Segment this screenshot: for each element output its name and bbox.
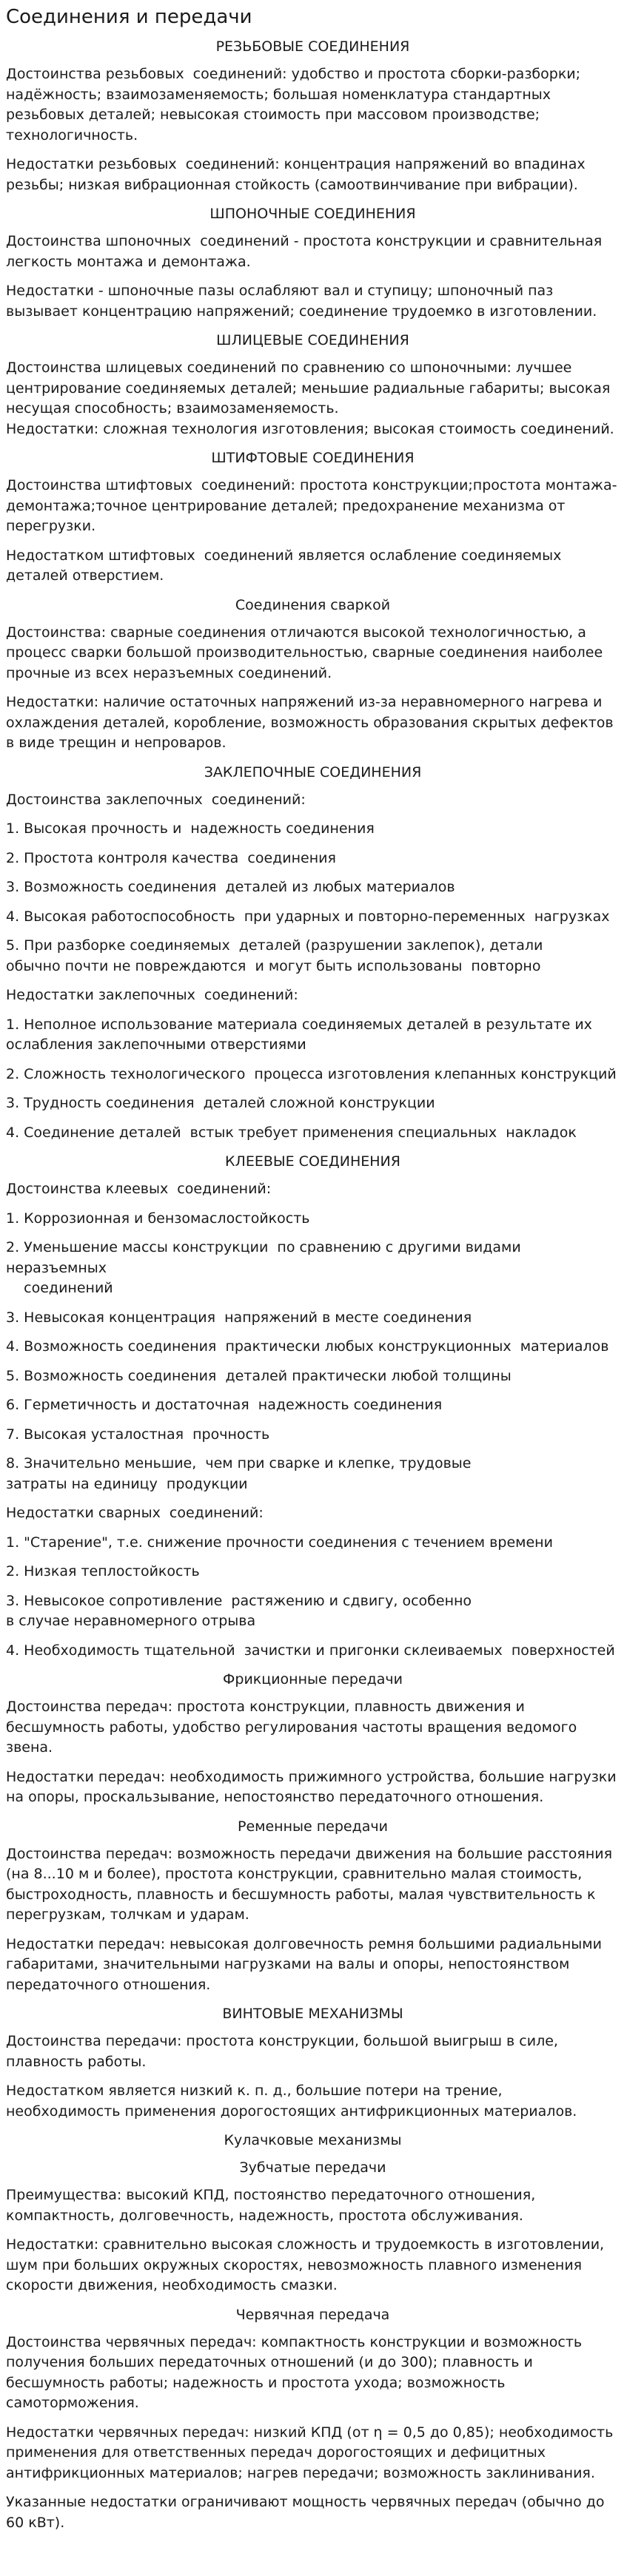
section-paragraph: 4. Возможность соединения практически любых конструкционных материалов xyxy=(6,1338,609,1355)
section-paragraph: 1. Неполное использование материала соединяемых деталей в результате их ослабления заклепочными отверстиями xyxy=(6,1016,597,1053)
document-section xyxy=(6,1817,620,1996)
document-section xyxy=(6,448,620,587)
document-section xyxy=(6,763,620,1144)
section-paragraph: Недостатки передач: необходимость прижимного устройства, большие нагрузки на опоры, проскальзывание, непостоянство передаточного отношения. xyxy=(6,1768,621,1805)
section-heading: Соединения сваркой xyxy=(235,596,391,613)
section-heading: Червячная передача xyxy=(235,2306,390,2323)
document-section xyxy=(6,2131,620,2151)
section-paragraph: Указанные недостатки ограничивают мощность червячных передач (обычно до 60 кВт). xyxy=(6,2494,609,2531)
section-paragraph: 4. Высокая работоспособность при ударных и повторно-переменных нагрузках xyxy=(6,908,610,925)
section-heading: Ременные передачи xyxy=(238,1818,388,1835)
section-paragraph: 3. Возможность соединения деталей из любых материалов xyxy=(6,879,455,895)
section-paragraph: Достоинства передач: возможность передачи движения на большие расстояния (на 8...10 м и более), простота конструкции, сравнительно малая стоимость, быстроходность, плавность и бесшумность работы, малая чувствительность к перегрузкам, толчкам и ударам. xyxy=(6,1845,617,1923)
section-paragraph: Достоинства передачи: простота конструкции, большой выигрыш в силе, плавность работы. xyxy=(6,2033,563,2070)
section-paragraph: Преимущества: высокий КПД, постоянство передаточного отношения, компактность, долговечность, надежность, простота обслуживания. xyxy=(6,2187,540,2224)
section-paragraph: Недостатки: наличие остаточных напряжений из-за неравномерного нагрева и охлаждения деталей, коробление, возможность образования скрытых дефектов в виде трещин и непроваров. xyxy=(6,694,618,751)
section-paragraph: Достоинства червячных передач: компактность конструкции и возможность получения больших передаточных отношений (и до 300); плавность и бесшумность работы; надежность и простота ухода; возможность самоторможения. xyxy=(6,2333,587,2411)
section-paragraph: Недостатки передач: невысокая долговечность ремня большими радиальными габаритами, значительными нагрузками на валы и опоры, непостоянством передаточного отношения. xyxy=(6,1935,606,1993)
section-paragraph: Недостатки - шпоночные пазы ослабляют вал и ступицу; шпоночный паз вызывает концентрацию напряжений; соединение трудоемко в изготовлении. xyxy=(6,283,597,320)
section-paragraph: 7. Высокая усталостная прочность xyxy=(6,1426,270,1443)
section-paragraph: Недостатком является низкий к. п. д., большие потери на трение, необходимость применения дорогостоящих антифрикционных материалов. xyxy=(6,2083,577,2120)
section-paragraph: 3. Невысокая концентрация напряжений в месте соединения xyxy=(6,1309,472,1326)
section-heading: ШЛИЦЕВЫЕ СОЕДИНЕНИЯ xyxy=(216,332,409,348)
section-paragraph: Достоинства клеевых соединений: xyxy=(6,1181,272,1197)
section-paragraph: Достоинства шпоночных соединений - простота конструкции и сравнительная легкость монтажа и демонтажа. xyxy=(6,233,607,270)
section-heading: ВИНТОВЫЕ МЕХАНИЗМЫ xyxy=(222,2006,403,2022)
section-paragraph: 6. Герметичность и достаточная надежность соединения xyxy=(6,1397,443,1413)
section-paragraph: Достоинства резьбовых соединений: удобство и простота сборки-разборки; надёжность; взаимозаменяемость; большая номенклатура стандартных резьбовых деталей; невысокая стоимость при массовом производстве; технологичность. xyxy=(6,66,586,144)
section-paragraph: Недостатки заклепочных соединений: xyxy=(6,987,298,1003)
section-heading: Кулачковые механизмы xyxy=(224,2132,402,2148)
document-section xyxy=(6,1152,620,1661)
section-paragraph: Достоинства шлицевых соединений по сравнению со шпоночными: лучшее центрирование соединяемых деталей; меньшие радиальные габариты; высокая несущая способность; взаимозаменяемость. xyxy=(6,360,615,417)
section-heading: КЛЕЕВЫЕ СОЕДИНЕНИЯ xyxy=(225,1153,400,1170)
section-paragraph: 1. Высокая прочность и надежность соединения xyxy=(6,820,375,837)
section-paragraph: 2. Простота контроля качества соединения xyxy=(6,849,336,866)
document-section xyxy=(6,2305,620,2534)
document-section xyxy=(6,37,620,195)
section-paragraph: Недостатки червячных передач: низкий КПД (от η = 0,5 до 0,85); необходимость применения для ответственных передач дорогостоящих и дефицитных антифрикционных материалов; нагрев передачи; возможность заклинивания. xyxy=(6,2424,618,2481)
document-section xyxy=(6,204,620,322)
section-paragraph: Недостатки сварных соединений: xyxy=(6,1505,264,1521)
document-section xyxy=(6,2004,620,2122)
section-paragraph: Достоинства: сварные соединения отличаются высокой технологичностью, а процесс сварки большой производительностью, сварные соединения наиболее прочные из всех неразъемных соединений. xyxy=(6,624,608,681)
section-paragraph: Недостатком штифтовых соединений является ослабление соединяемых деталей отверстием. xyxy=(6,547,566,584)
section-heading: ШПОНОЧНЫЕ СОЕДИНЕНИЯ xyxy=(209,206,416,222)
section-paragraph: 5. При разборке соединяемых деталей (разрушении заклепок), детали обычно почти не повреждаются и могут быть использованы повторно xyxy=(6,937,543,974)
document-section xyxy=(6,331,620,439)
section-paragraph: Достоинства заклепочных соединений: xyxy=(6,791,306,808)
section-paragraph: Недостатки резьбовых соединений: концентрация напряжений во впадинах резьбы; низкая вибрационная стойкость (самоотвинчивание при вибрации). xyxy=(6,156,590,193)
section-paragraph: 4. Необходимость тщательной зачистки и пригонки склеиваемых поверхностей xyxy=(6,1642,615,1659)
section-heading: Зубчатые передачи xyxy=(239,2159,386,2176)
section-heading: ЗАКЛЕПОЧНЫЕ СОЕДИНЕНИЯ xyxy=(204,763,422,780)
section-paragraph: 8. Значительно меньшие, чем при сварке и клепке, трудовые затраты на единицу продукции xyxy=(6,1455,472,1492)
section-paragraph: 4. Соединение деталей встык требует применения специальных накладок xyxy=(6,1124,577,1141)
section-paragraph: 5. Возможность соединения деталей практически любой толщины xyxy=(6,1367,512,1384)
section-paragraph: 1. "Старение", т.е. снижение прочности соединения с течением времени xyxy=(6,1534,553,1551)
section-paragraph: 2. Уменьшение массы конструкции по сравнению с другими видами неразъемных соединений xyxy=(6,1239,521,1296)
section-paragraph: Достоинства штифтовых соединений: простота конструкции;простота монтажа-демонтажа;точное центрирование деталей; предохранение механизма от перегрузки. xyxy=(6,477,617,534)
page-title: Соединения и передачи xyxy=(6,6,252,28)
section-paragraph: 2. Низкая теплостойкость xyxy=(6,1563,200,1579)
section-paragraph: Недостатки: сравнительно высокая сложность и трудоемкость в изготовлении, шум при больших окружных скоростях, невозможность плавного изменения скорости движения, необходимость смазки. xyxy=(6,2236,609,2293)
document-section xyxy=(6,2158,620,2296)
section-heading: ШТИФТОВЫЕ СОЕДИНЕНИЯ xyxy=(211,450,415,466)
section-paragraph: 3. Невысокое сопротивление растяжению и сдвигу, особенно в случае неравномерного отрыва xyxy=(6,1592,472,1629)
section-paragraph: 3. Трудность соединения деталей сложной конструкции xyxy=(6,1095,435,1111)
section-paragraph: Недостатки: сложная технология изготовления; высокая стоимость соединений. xyxy=(6,420,614,437)
section-paragraph: Достоинства передач: простота конструкции, плавность движения и бесшумность работы, удобство регулирования частоты вращения ведомого звена. xyxy=(6,1699,582,1756)
document-section xyxy=(6,1670,620,1808)
section-heading: РЕЗЬБОВЫЕ СОЕДИНЕНИЯ xyxy=(215,38,410,55)
document-section xyxy=(6,596,620,754)
section-heading: Фрикционные передачи xyxy=(223,1671,403,1687)
document-body xyxy=(6,37,620,2533)
section-paragraph: 1. Коррозионная и бензомаслостойкость xyxy=(6,1210,310,1227)
section-paragraph: 2. Сложность технологического процесса изготовления клепанных конструкций xyxy=(6,1065,617,1082)
